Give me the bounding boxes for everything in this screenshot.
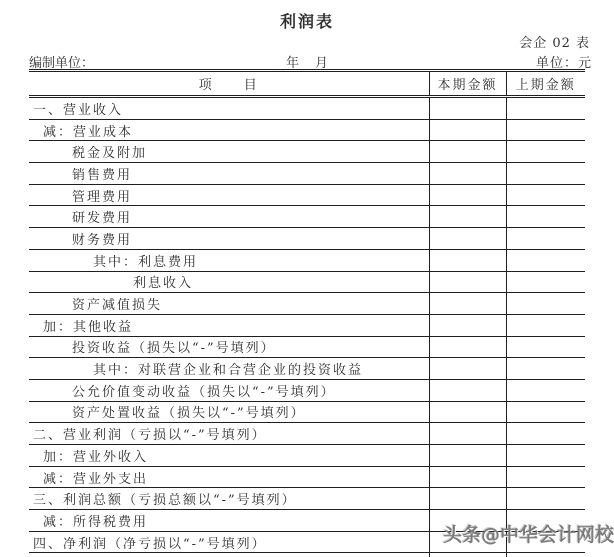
prior-period-amount-cell (506, 358, 585, 380)
table-header-row (29, 71, 585, 97)
row-item-label: 加：其他收益 (29, 314, 429, 336)
current-period-amount-cell (429, 401, 506, 423)
prior-period-amount-cell (506, 97, 585, 120)
row-item-label: 减：营业外支出 (29, 466, 429, 488)
row-item-label: 加：营业外收入 (29, 445, 429, 467)
table-row (29, 141, 585, 163)
prior-period-amount-cell (506, 466, 585, 488)
table-row (29, 314, 585, 336)
current-period-amount-cell (429, 423, 506, 445)
table-row (29, 119, 585, 141)
table-row (29, 184, 585, 206)
prepared-by-label: 编制单位： (29, 56, 95, 71)
prior-period-amount-cell (506, 271, 585, 293)
prior-period-amount-cell (506, 423, 585, 445)
row-item-label: 投资收益（损失以“-”号填列） (29, 336, 429, 358)
row-item-label: 三、利润总额（亏损总额以“-”号填列） (29, 488, 429, 510)
income-statement-table (29, 69, 585, 553)
watermark: 头条@中华会计网校 (442, 524, 614, 546)
current-period-amount-cell (429, 228, 506, 250)
row-item-label: 公允价值变动收益（损失以“-”号填列） (29, 379, 429, 401)
current-period-amount-cell (429, 445, 506, 467)
page-title: 利润表 (279, 12, 334, 31)
row-item-label: 研发费用 (29, 206, 429, 228)
current-period-amount-cell (429, 119, 506, 141)
row-item-label: 减：所得税费用 (29, 510, 429, 532)
current-period-amount-cell (429, 488, 506, 510)
current-period-amount-cell (429, 184, 506, 206)
table-row (29, 271, 585, 293)
table-row (29, 379, 585, 401)
table-row (29, 97, 585, 120)
unit-label: 单位：元 (535, 56, 592, 71)
current-period-amount-cell (429, 336, 506, 358)
prior-period-amount-cell (506, 184, 585, 206)
current-period-amount-cell (429, 358, 506, 380)
row-item-label: 资产减值损失 (29, 293, 429, 315)
table-row (29, 336, 585, 358)
row-item-label: 利息收入 (29, 271, 429, 293)
current-period-amount-cell (429, 249, 506, 271)
date-blank: __年__月 (271, 56, 330, 71)
prior-period-amount-cell (506, 445, 585, 467)
prior-period-amount-cell (506, 206, 585, 228)
table-row (29, 401, 585, 423)
current-period-amount-cell (429, 466, 506, 488)
row-item-label: 其中：利息费用 (29, 249, 429, 271)
column-separator-tail (506, 553, 507, 557)
current-period-amount-cell (429, 379, 506, 401)
table-row (29, 228, 585, 250)
table-row (29, 423, 585, 445)
current-period-amount-cell (429, 206, 506, 228)
current-period-amount-cell (429, 271, 506, 293)
row-item-label: 销售费用 (29, 163, 429, 185)
table-row (29, 488, 585, 510)
current-period-amount-cell (429, 97, 506, 120)
row-item-label: 二、营业利润（亏损以“-”号填列） (29, 423, 429, 445)
prior-period-amount-cell (506, 488, 585, 510)
table-row (29, 163, 585, 185)
current-period-amount-cell (429, 293, 506, 315)
sheet-code-label: 会企 02 表 (519, 36, 590, 51)
prior-period-amount-cell (506, 379, 585, 401)
prior-period-amount-cell (506, 141, 585, 163)
row-item-label: 四、净利润（净亏损以“-”号填列） (29, 531, 429, 553)
column-header-prior-period: 上期金额 (506, 71, 585, 97)
row-item-label: 财务费用 (29, 228, 429, 250)
table-row (29, 445, 585, 467)
current-period-amount-cell (429, 314, 506, 336)
column-separator-tail (429, 553, 430, 557)
prior-period-amount-cell (506, 249, 585, 271)
current-period-amount-cell (429, 141, 506, 163)
prior-period-amount-cell (506, 401, 585, 423)
table-row (29, 206, 585, 228)
prior-period-amount-cell (506, 293, 585, 315)
row-item-label: 一、营业收入 (29, 97, 429, 120)
prior-period-amount-cell (506, 163, 585, 185)
row-item-label: 减：营业成本 (29, 119, 429, 141)
table-row (29, 249, 585, 271)
table-row (29, 466, 585, 488)
column-header-current-period: 本期金额 (429, 71, 506, 97)
prior-period-amount-cell (506, 228, 585, 250)
current-period-amount-cell (429, 163, 506, 185)
row-item-label: 税金及附加 (29, 141, 429, 163)
table-row (29, 293, 585, 315)
row-item-label: 其中：对联营企业和合营企业的投资收益 (29, 358, 429, 380)
column-header-item: 项 目 (29, 71, 429, 97)
prior-period-amount-cell (506, 336, 585, 358)
table-row (29, 358, 585, 380)
meta-row (29, 52, 592, 69)
prior-period-amount-cell (506, 119, 585, 141)
row-item-label: 管理费用 (29, 184, 429, 206)
prior-period-amount-cell (506, 314, 585, 336)
row-item-label: 资产处置收益（损失以“-”号填列） (29, 401, 429, 423)
